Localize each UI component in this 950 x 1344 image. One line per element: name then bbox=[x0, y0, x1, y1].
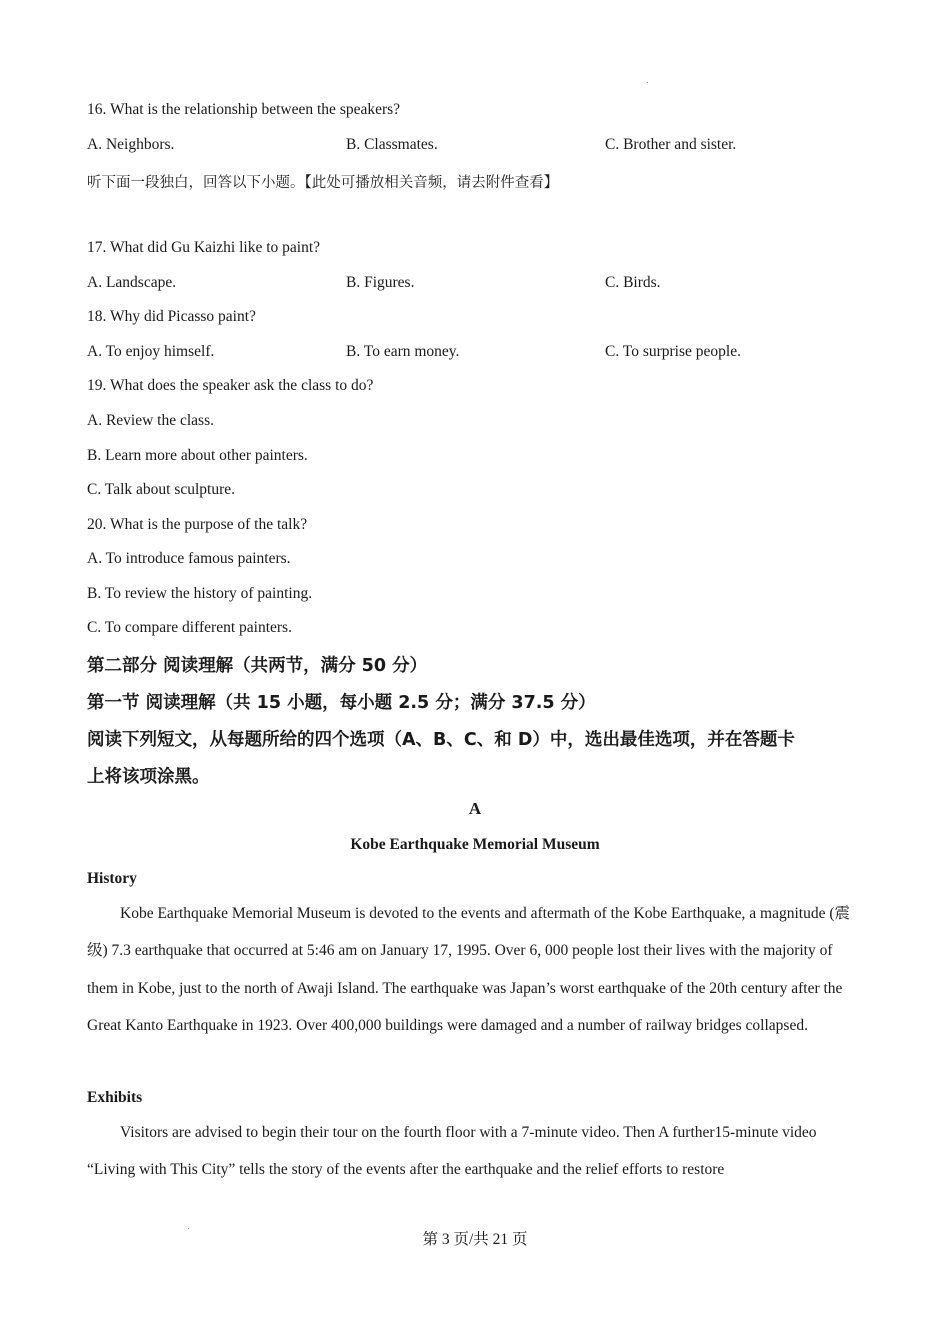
q20-option-b: B. To review the history of painting. bbox=[87, 585, 313, 602]
q16-option-a: A. Neighbors. bbox=[87, 136, 175, 153]
question-19: 19. What does the speaker ask the class to do? bbox=[87, 377, 374, 394]
reading-instruction-line2: 上将该项涂黑。 bbox=[87, 767, 210, 787]
q20-option-a: A. To introduce famous painters. bbox=[87, 550, 291, 567]
passage-letter: A bbox=[468, 799, 482, 818]
history-text: Kobe Earthquake Memorial Museum is devoted to the events and aftermath of the Kobe Earthquake, a magnitude (震级) 7.3 earthquake that occurred at 5:46 am on January 17, 1995. Over 6, 000 people lost their lives with the majority of them in Kobe, just to the north of Awaji Island. The earthquake was Japan’s worst earthquake of the 20th century after the Great Kanto Earthquake in 1923. Over 400,000 buildings were damaged and a number of railway bridges collapsed. bbox=[87, 905, 850, 1034]
q17-option-a: A. Landscape. bbox=[87, 274, 177, 291]
section-one-heading: 第一节 阅读理解（共 15 小题，每小题 2.5 分；满分 37.5 分） bbox=[87, 693, 596, 713]
exhibits-text: Visitors are advised to begin their tour on the fourth floor with a 7-minute video. Then A further15-minute video “Living with This City” tells the story of the events after the earthquake and the relief efforts to restore bbox=[87, 1124, 817, 1179]
scan-dot bbox=[647, 82, 648, 83]
q19-option-b: B. Learn more about other painters. bbox=[87, 447, 308, 464]
question-20: 20. What is the purpose of the talk? bbox=[87, 516, 308, 533]
exhibits-heading: Exhibits bbox=[87, 1089, 143, 1106]
q17-option-b: B. Figures. bbox=[346, 274, 415, 291]
reading-instruction-line1: 阅读下列短文，从每题所给的四个选项（A、B、C、和 D）中，选出最佳选项，并在答题卡 bbox=[87, 730, 795, 750]
question-17: 17. What did Gu Kaizhi like to paint? bbox=[87, 239, 321, 256]
history-paragraph bbox=[87, 895, 862, 1044]
exhibits-paragraph bbox=[87, 1114, 862, 1189]
q18-option-b: B. To earn money. bbox=[346, 343, 460, 360]
q19-option-a: A. Review the class. bbox=[87, 412, 214, 429]
q20-option-c: C. To compare different painters. bbox=[87, 619, 292, 636]
question-18: 18. Why did Picasso paint? bbox=[87, 308, 256, 325]
part-two-heading: 第二部分 阅读理解（共两节，满分 50 分） bbox=[87, 656, 428, 676]
question-16: 16. What is the relationship between the speakers? bbox=[87, 101, 401, 118]
page-footer: 第 3 页/共 21 页 bbox=[422, 1231, 528, 1248]
monologue-instruction: 听下面一段独白，回答以下小题。【此处可播放相关音频，请去附件查看】 bbox=[87, 175, 559, 191]
q18-option-a: A. To enjoy himself. bbox=[87, 343, 215, 360]
q16-option-b: B. Classmates. bbox=[346, 136, 438, 153]
q18-option-c: C. To surprise people. bbox=[605, 343, 741, 360]
q17-option-c: C. Birds. bbox=[605, 274, 661, 291]
q19-option-c: C. Talk about sculpture. bbox=[87, 481, 236, 498]
history-heading: History bbox=[87, 870, 137, 887]
passage-title: Kobe Earthquake Memorial Museum bbox=[350, 836, 600, 853]
q16-option-c: C. Brother and sister. bbox=[605, 136, 737, 153]
